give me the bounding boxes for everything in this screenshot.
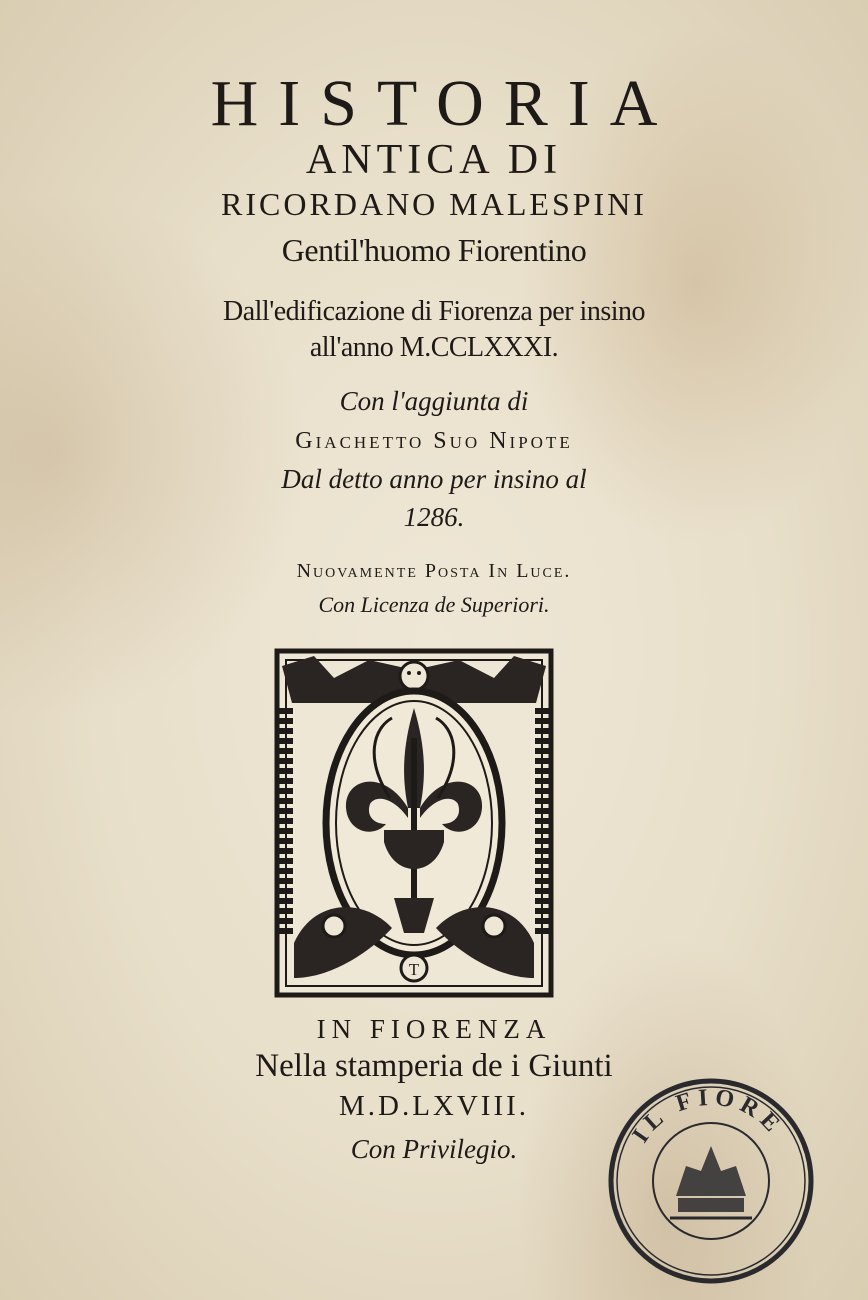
fleur-de-lis-woodcut (274, 648, 554, 998)
title-line-2: ANTICA DI (305, 137, 563, 183)
license-line: Con Licenza de Superiori. (318, 592, 550, 617)
subtitle-line-2: all'anno M.CCLXXXI. (309, 332, 559, 363)
imprint-privilege: Con Privilegio. (350, 1134, 518, 1164)
imprint-printer: Nella stamperia de i Giunti (255, 1048, 613, 1084)
woodcut-initial: T (408, 960, 420, 979)
stamp-text: IL FIORE (627, 1084, 789, 1148)
notice-line: Nuovamente Posta In Luce. (296, 560, 572, 582)
subtitle-line-1: Dall'edificazione di Fiorenza per insino (223, 296, 645, 327)
imprint-year: M.D.LXVIII. (338, 1090, 530, 1122)
addition-line-1: Con l'aggiunta di (339, 386, 529, 416)
library-stamp (606, 1076, 816, 1286)
book-title: HISTORIA (210, 67, 678, 140)
addition-line-4: 1286. (403, 502, 465, 532)
addition-line-3: Dal detto anno per insino al (281, 464, 587, 494)
addition-line-2: Giachetto Suo Nipote (295, 428, 573, 454)
author-description: Gentil'huomo Fiorentino (281, 232, 587, 268)
imprint-city: IN FIORENZA (316, 1014, 552, 1044)
author-name: RICORDANO MALESPINI (221, 186, 647, 222)
